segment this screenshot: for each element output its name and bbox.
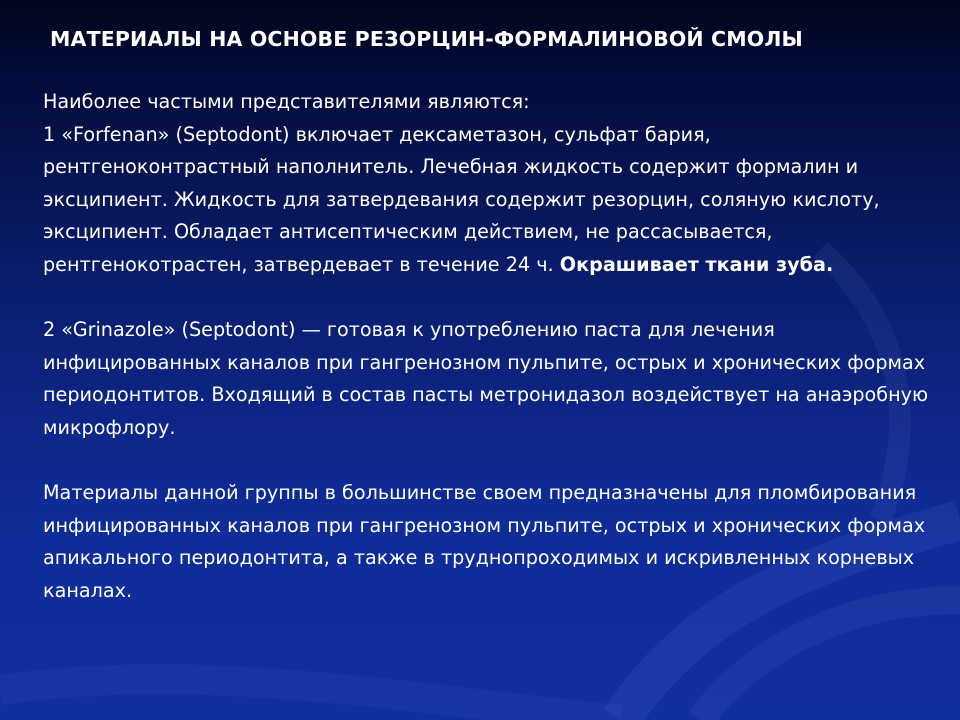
slide-title: МАТЕРИАЛЫ НА ОСНОВЕ РЕЗОРЦИН-ФОРМАЛИНОВОЙ СМОЛЫ [50,27,803,51]
item-grinazole: 2 «Grinazole» (Septodont) — готовая к употреблению паста для лечения инфицированных каналов при гангренозном пульпите, острых и хронических формах периодонтитов. Входящий в состав пасты метронидазол воздействует на анаэробную микрофлору. [43,318,929,439]
item-forfenan [43,119,933,282]
intro-text: Наиболее частыми представителями являются: [43,90,530,113]
conclusion-text: Материалы данной группы в большинстве своем предназначены для пломбирования инфицированных каналов при гангренозном пульпите, острых и хронических формах апикального периодонтита, а также в труднопроходимых и искривленных корневых каналах. [43,481,926,602]
paragraph-spacer [43,282,933,315]
slide-body [43,86,933,608]
item-forfenan-text: 1 «Forfenan» (Septodont) включает дексаметазон, сульфат бария, рентгеноконтрастный наполнитель. Лечебная жидкость содержит формалин и эксципиент. Жидкость для затвердевания содержит резорцин, соляную кислоту, эксципиент. Обладает антисептическим действием, не рассасывается, рентгенокотрастен, затвердевает в течение 24 ч. [43,122,880,276]
paragraph-spacer [43,445,933,478]
item-forfenan-emphasis: Окрашивает ткани зуба. [559,252,834,276]
